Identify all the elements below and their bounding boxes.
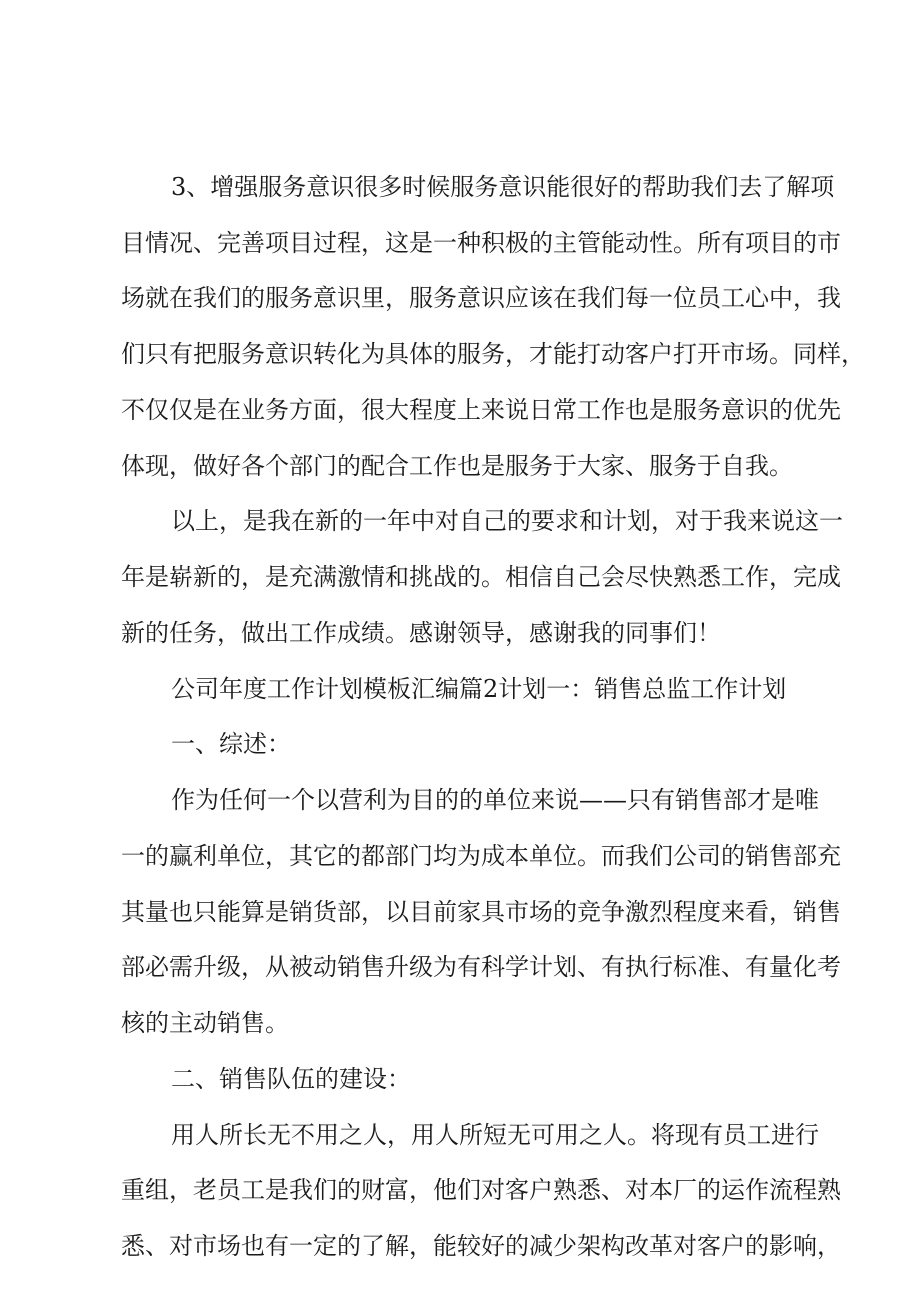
subheading-line: 一、综述：: [171, 730, 291, 758]
paragraph-line: 一的赢利单位，其它的都部门均为成本单位。而我们公司的销售部充: [121, 842, 841, 870]
paragraph-line: 核的主动销售。: [121, 1009, 289, 1037]
paragraph-line: 部必需升级，从被动销售升级为有科学计划、有执行标准、有量化考: [121, 953, 841, 981]
subheading-line: 二、销售队伍的建设：: [171, 1065, 411, 1093]
paragraph-line: 年是崭新的，是充满激情和挑战的。相信自己会尽快熟悉工作，完成: [121, 563, 841, 591]
paragraph-line: 悉、对市场也有一定的了解，能较好的减少架构改革对客户的影响，: [121, 1232, 841, 1260]
paragraph-line: 用人所长无不用之人，用人所短无可用之人。将现有员工进行: [171, 1121, 819, 1149]
paragraph-line: 其量也只能算是销货部，以目前家具市场的竞争激烈程度来看，销售: [121, 898, 841, 926]
paragraph-line: 场就在我们的服务意识里，服务意识应该在我们每一位员工心中，我: [121, 284, 841, 312]
paragraph-line: 作为任何一个以营利为目的的单位来说——只有销售部才是唯: [171, 786, 819, 814]
paragraph-line: 以上，是我在新的一年中对自己的要求和计划，对于我来说这一: [171, 507, 843, 535]
section-title-line: 公司年度工作计划模板汇编篇2计划一：销售总监工作计划: [171, 675, 787, 703]
paragraph-line: 重组，老员工是我们的财富，他们对客户熟悉、对本厂的运作流程熟: [121, 1176, 841, 1204]
paragraph-line: 们只有把服务意识转化为具体的服务，才能打动客户打开市场。同样，: [121, 340, 865, 368]
paragraph-line: 3、增强服务意识很多时候服务意识能很好的帮助我们去了解项: [171, 173, 835, 201]
paragraph-line: 目情况、完善项目过程，这是一种积极的主管能动性。所有项目的市: [121, 229, 841, 257]
paragraph-line: 体现，做好各个部门的配合工作也是服务于大家、服务于自我。: [121, 452, 793, 480]
paragraph-line: 新的任务，做出工作成绩。感谢领导，感谢我的同事们！: [121, 619, 721, 647]
paragraph-line: 不仅仅是在业务方面，很大程度上来说日常工作也是服务意识的优先: [121, 396, 841, 424]
